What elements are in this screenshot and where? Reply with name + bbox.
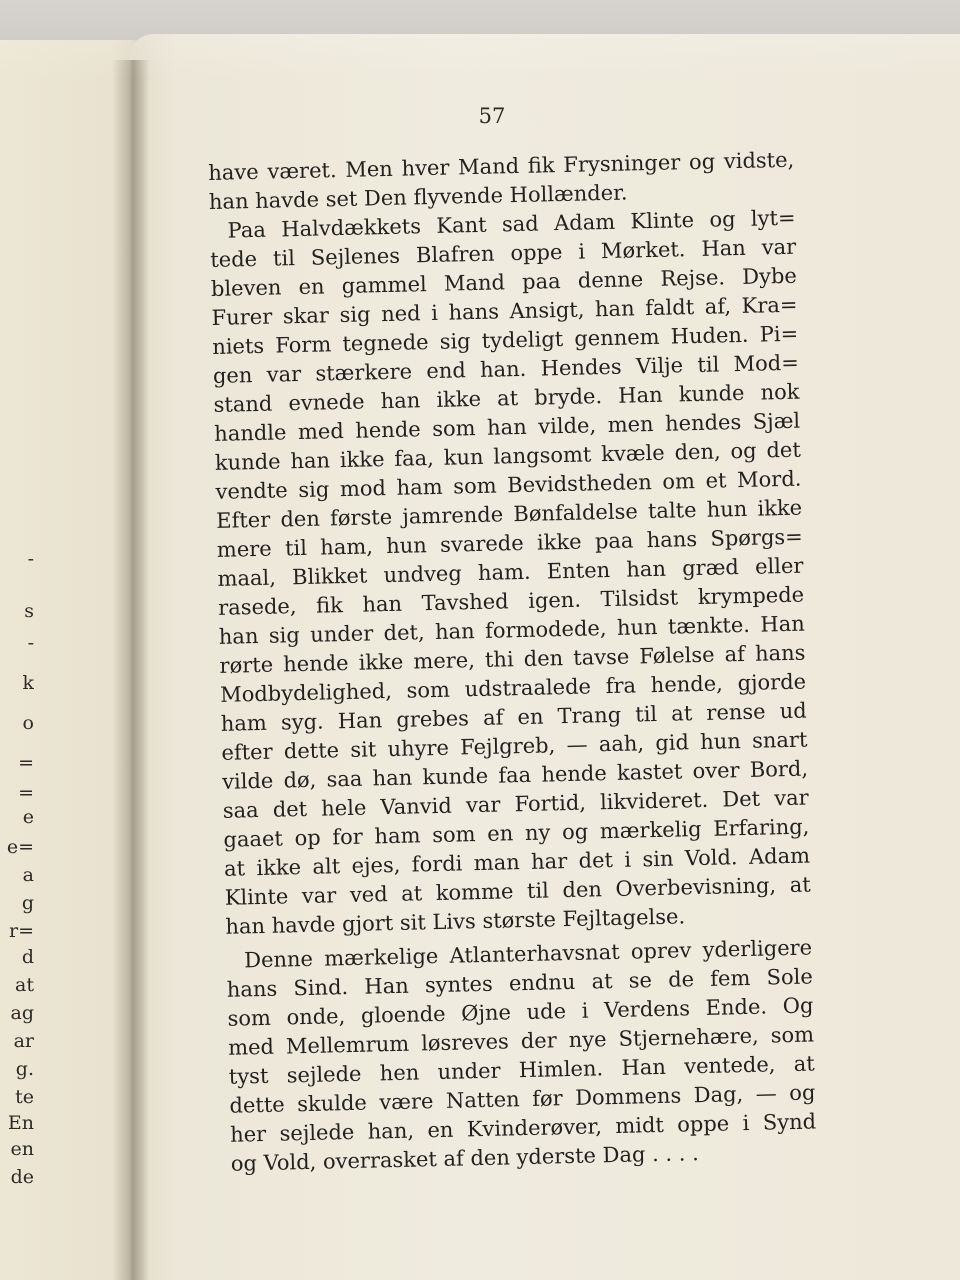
text-line: kunde han ikke faa, kun langsomt kvæle den, og det: [214, 437, 802, 475]
left-page-fragment: s: [24, 600, 34, 622]
left-page-fragment: ar: [13, 1030, 34, 1052]
left-page-fragment: g.: [15, 1058, 34, 1080]
left-page-fragment: en: [10, 1138, 34, 1160]
text-line: bleven en gammel Mand paa denne Rejse. Dybe: [210, 263, 798, 301]
left-page-fragment: d: [21, 946, 34, 968]
page-text: [208, 144, 831, 1176]
left-page-fragment: e=: [6, 836, 34, 858]
text-line: tyst sejlede hen under Himlen. Han ventede, at: [228, 1051, 815, 1089]
text-line: maal, Blikket undveg ham. Enten han græd eller: [217, 553, 804, 591]
text-line: Modbydelighed, som udstraalede fra hende, gjorde: [219, 669, 807, 707]
left-page-fragment: -: [27, 548, 34, 570]
text-line: han sig under det, han formodede, hun tænkte. Han: [218, 611, 805, 649]
left-page-fragment: k: [22, 672, 34, 694]
text-line: have været. Men hver Mand fik Frysninger og vidste,: [208, 147, 795, 185]
text-line: handle med hende som han vilde, men hendes Sjæl: [213, 408, 801, 446]
left-page-fragment: r=: [8, 920, 34, 942]
text-line: og Vold, overrasket af den yderste Dag . . . .: [230, 1141, 700, 1176]
text-line: saa det hele Vanvid var Fortid, likvideret. Det var: [222, 785, 809, 823]
left-page-fragment: o: [22, 712, 34, 734]
left-page-fragment: de: [10, 1166, 34, 1188]
text-line: vilde dø, saa han kunde faa hende kastet over Bord,: [221, 756, 809, 794]
text-line: med Mellemrum løsreves der nye Stjernehære, som: [227, 1022, 815, 1060]
text-line: Klinte var ved at komme til den Overbevisning, at: [224, 872, 811, 910]
text-line: efter dette sit uhyre Fejlgreb, — aah, gid hun snart: [221, 727, 808, 765]
text-line: rasede, fik han Tavshed igen. Tilsidst krympede: [217, 582, 805, 620]
left-page-fragment: a: [22, 864, 34, 886]
left-page-fragment: g: [21, 892, 34, 914]
left-page-fragment: =: [18, 782, 34, 804]
left-page-fragment: En: [7, 1112, 34, 1134]
text-line: Efter den første jamrende Bønfaldelse talte hun ikke: [215, 495, 803, 533]
left-page-fragment: -: [27, 632, 34, 654]
text-line: her sejlede han, en Kvinderøver, midt oppe i Synd: [229, 1109, 817, 1147]
text-line: han havde set Den flyvende Hollænder.: [208, 180, 628, 214]
text-line: Furer skar sig ned i hans Ansigt, han faldt af, Kra=: [211, 292, 798, 330]
text-line: mere til ham, hun svarede ikke paa hans Spørgs=: [216, 524, 804, 562]
left-page-fragment: ag: [10, 1002, 34, 1024]
text-line: stand evnede han ikke at bryde. Han kunde nok: [213, 379, 800, 417]
text-line: som onde, gloende Øjne ude i Verdens Ende. Og: [227, 993, 814, 1031]
text-line: at ikke alt ejes, fordi man har det i sin Vold. Adam: [223, 843, 811, 881]
text-line: Denne mærkelige Atlanterhavsnat oprev yderligere: [243, 935, 813, 973]
text-line: ham syg. Han grebes af en Trang til at rense ud: [220, 698, 807, 736]
book-gutter: [112, 60, 150, 1280]
text-line: gen var stærkere end han. Hendes Vilje til Mod=: [212, 350, 800, 388]
left-page-fragment: te: [15, 1086, 34, 1108]
text-line: rørte hende ikke mere, thi den tavse Følelse af hans: [219, 640, 806, 678]
text-line: gaaet op for ham som en ny og mærkelig Erfaring,: [223, 814, 810, 852]
text-line: niets Form tegnede sig tydeligt gennem Huden. Pi=: [212, 321, 799, 359]
left-page-fragment: e: [22, 806, 34, 828]
left-page-fragment: =: [18, 752, 34, 774]
text-line: dette skulde være Natten før Dommens Dag, — og: [229, 1080, 816, 1118]
text-line: Paa Halvdækkets Kant sad Adam Klinte og lyt=: [227, 205, 796, 243]
text-line: han havde gjort sit Livs største Fejltagelse.: [225, 904, 686, 939]
text-line: hans Sind. Han syntes endnu at se de fem Sole: [226, 964, 813, 1002]
left-page-fragment: at: [15, 974, 34, 996]
text-line: tede til Sejlenes Blafren oppe i Mørket. Han var: [210, 234, 797, 272]
page-number: 57: [478, 104, 506, 128]
text-line: vendte sig mod ham som Bevidstheden om et Mord.: [215, 466, 802, 504]
